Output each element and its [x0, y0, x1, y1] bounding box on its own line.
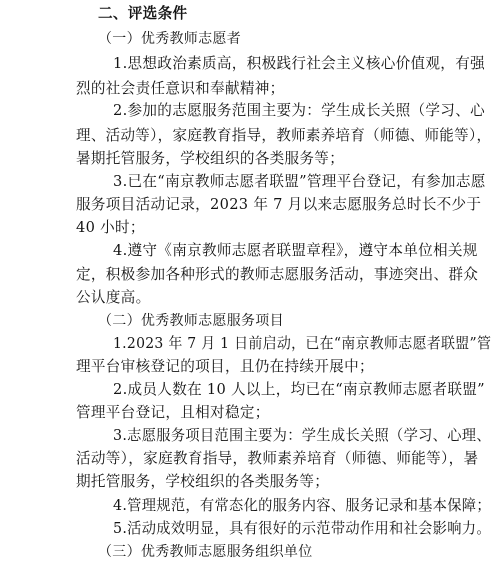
subsection-title-3: （三）优秀教师志愿服务组织单位: [98, 544, 313, 560]
subsection-title-2: （二）优秀教师志愿服务项目: [98, 313, 284, 329]
subsection-title-1: （一）优秀教师志愿者: [98, 31, 241, 47]
paragraph-line: 5.活动成效明显，具有很好的示范带动作用和社会影响力。: [113, 520, 491, 537]
paragraph-line: 理、活动等），家庭教育指导，教师素养培育（师德、师能等），: [76, 127, 492, 144]
paragraph-line: 烈的社会责任意识和奉献精神；: [76, 80, 285, 97]
paragraph-line: 3.志愿服务项目范围主要为：学生成长关照（学习、心理、: [113, 427, 491, 444]
paragraph-line: 4.遵守《南京教师志愿者联盟章程》，遵守本单位相关规: [113, 242, 478, 259]
section-heading: 二、评选条件: [98, 5, 188, 22]
paragraph-line: 2.成员人数在 10 人以上，均已在“南京教师志愿者联盟”: [113, 381, 485, 398]
paragraph-line: 1.2023 年 7 月 1 日前启动，已在“南京教师志愿者联盟”管: [113, 335, 492, 352]
paragraph-line: 理平台审核登记的项目，且仍在持续开展中；: [76, 358, 374, 375]
paragraph-line: 定，积极参加各种形式的教师志愿服务活动，事迹突出、群众: [76, 266, 479, 283]
paragraph-line: 暑期托管服务，学校组织的各类服务等；: [76, 150, 345, 167]
paragraph-line: 3.已在“南京教师志愿者联盟”管理平台登记，有参加志愿: [113, 173, 486, 190]
paragraph-line: 公认度高。: [76, 289, 151, 306]
paragraph-line: 管理平台登记，且相对稳定；: [76, 404, 270, 421]
paragraph-line: 服务项目活动记录，2023 年 7 月以来志愿服务总时长不少于: [76, 196, 482, 213]
paragraph-line: 1.思想政治素质高，积极践行社会主义核心价值观，有强: [113, 55, 485, 72]
paragraph-line: 4.管理规范，有常态化的服务内容、服务记录和基本保障；: [113, 497, 491, 514]
paragraph-line: 期托管服务，学校组织的各类服务等；: [76, 473, 330, 490]
paragraph-line: 40 小时；: [76, 219, 145, 236]
paragraph-line: 2.参加的志愿服务范围主要为：学生成长关照（学习、心: [113, 102, 485, 119]
paragraph-line: 活动等），家庭教育指导，教师素养培育（师德、师能等），暑: [76, 450, 479, 467]
